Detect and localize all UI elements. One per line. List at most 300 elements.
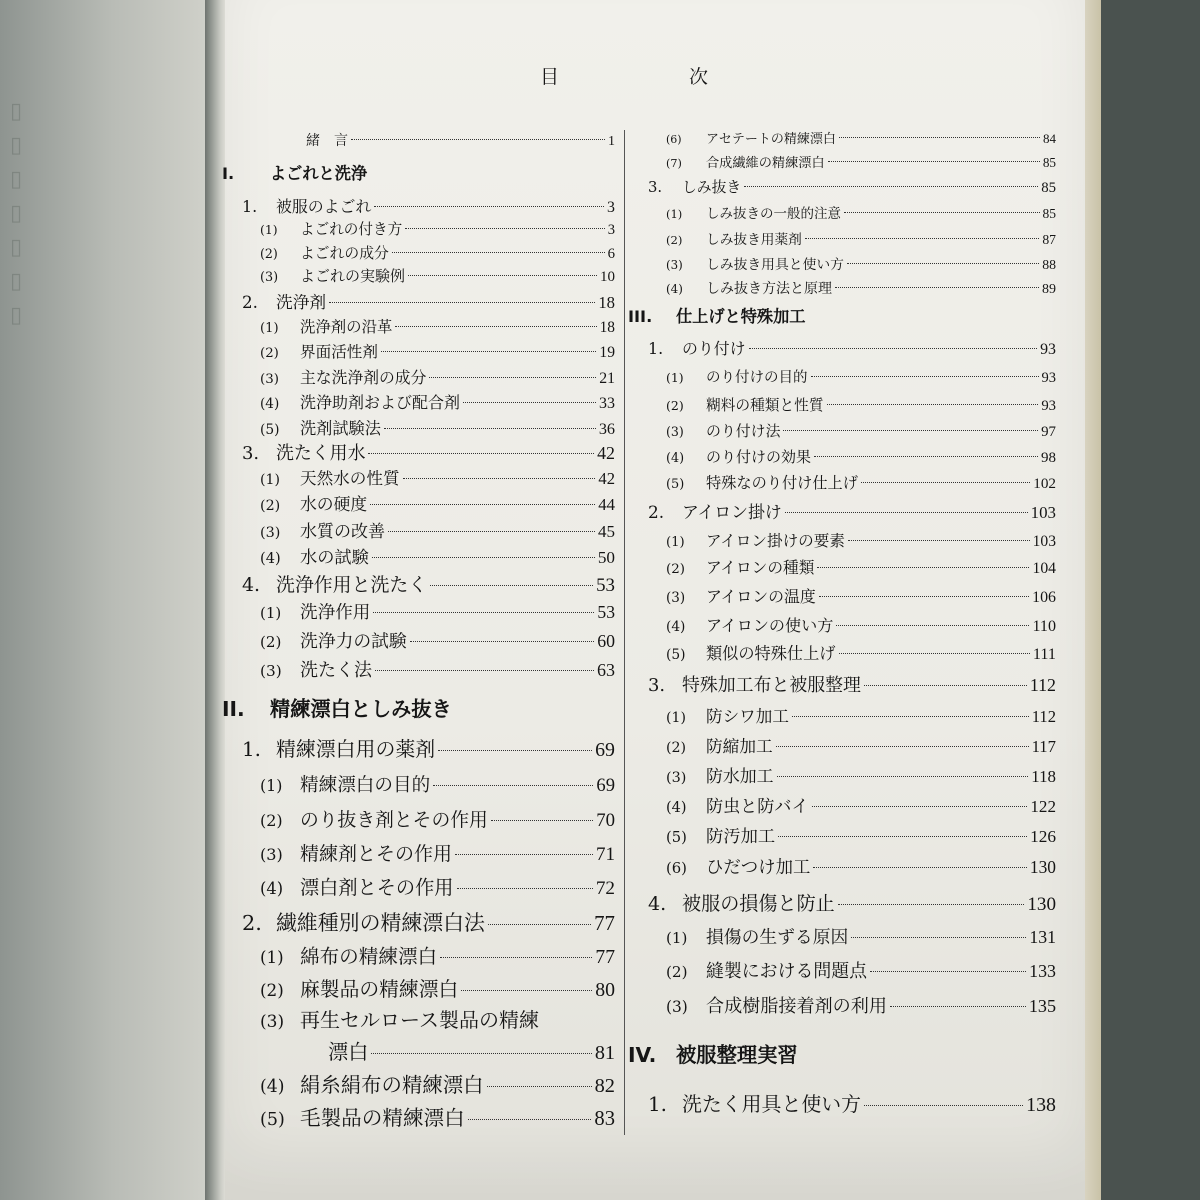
toc-label: 洗浄剤の沿革	[300, 318, 393, 336]
show-through-marks: ▯ ▯ ▯ ▯ ▯ ▯ ▯	[10, 99, 23, 328]
toc-label: 洗たく法	[300, 660, 372, 681]
toc-page-number: 10	[600, 269, 615, 285]
toc-label: 洗剤試験法	[300, 419, 381, 438]
leader-dots	[487, 1086, 592, 1087]
toc-page-number: 103	[1032, 533, 1056, 550]
toc-label: よごれと洗浄	[270, 164, 368, 183]
toc-label: 繊維種別の精練漂白法	[276, 911, 485, 935]
leader-dots	[373, 612, 594, 613]
toc-number: (1)	[260, 947, 284, 967]
toc-number: (2)	[260, 980, 284, 1000]
toc-page-number: 104	[1032, 560, 1056, 577]
toc-label: 防虫と防バイ	[706, 797, 809, 817]
toc-number: (1)	[260, 321, 279, 336]
leader-dots	[835, 287, 1039, 288]
toc-page-number: 77	[594, 911, 615, 935]
toc-item-row	[666, 822, 1056, 847]
toc-number: 1.	[242, 738, 261, 761]
toc-label: 精練漂白用の薬剤	[276, 738, 436, 761]
leader-dots	[839, 137, 1040, 138]
toc-label: 麻製品の精練漂白	[300, 978, 459, 1001]
toc-label: 水の硬度	[300, 494, 368, 514]
toc-page-number: 97	[1041, 424, 1056, 440]
toc-number: (4)	[260, 396, 280, 412]
toc-number: (4)	[666, 619, 686, 635]
leader-dots	[744, 186, 1038, 187]
toc-item-row	[666, 278, 1056, 298]
toc-label: 縫製における問題点	[706, 961, 868, 982]
leader-dots	[838, 904, 1025, 905]
toc-label: 洗浄作用	[300, 603, 371, 623]
toc-item-row	[260, 940, 615, 969]
leader-dots	[468, 1119, 592, 1120]
toc-label: 漂白	[328, 1040, 369, 1064]
toc-chapter-row	[628, 1039, 1056, 1068]
leader-dots	[351, 139, 605, 140]
toc-number: (3)	[260, 372, 279, 387]
toc-label: しみ抜き方法と原理	[706, 281, 832, 297]
toc-number: (2)	[666, 233, 683, 247]
toc-number: 1.	[242, 197, 258, 216]
toc-item-row	[260, 242, 615, 263]
toc-label: のり付け	[682, 339, 746, 358]
toc-number: (2)	[260, 498, 281, 514]
toc-item-row	[666, 253, 1056, 273]
toc-section-row	[648, 336, 1056, 359]
toc-page-number: 102	[1033, 475, 1056, 492]
leader-dots	[890, 1006, 1026, 1007]
toc-item-row	[666, 202, 1056, 222]
toc-number: IV.	[628, 1043, 657, 1067]
toc-page-number: 44	[598, 495, 615, 514]
leader-dots	[430, 585, 593, 586]
toc-item-row	[260, 218, 615, 239]
toc-label: 糊料の種類と性質	[706, 397, 824, 414]
leader-dots	[811, 376, 1039, 377]
leader-dots	[814, 456, 1038, 457]
leader-dots	[813, 867, 1027, 868]
toc-number: 1.	[648, 339, 664, 358]
toc-item-row	[260, 265, 615, 286]
toc-number: (3)	[260, 270, 279, 285]
toc-page-number: 50	[597, 548, 615, 567]
toc-number: (3)	[666, 998, 688, 1016]
toc-page-number: 103	[1030, 503, 1056, 522]
toc-number: (3)	[260, 525, 281, 541]
toc-page-number: 42	[597, 443, 615, 463]
leader-dots	[861, 482, 1030, 483]
toc-label: 防水加工	[706, 766, 774, 786]
toc-label: 精練漂白の目的	[300, 775, 431, 796]
toc-page-number: 93	[1040, 341, 1056, 358]
toc-number: (3)	[260, 1012, 285, 1032]
column-divider	[624, 130, 625, 1135]
toc-label: 防汚加工	[706, 827, 776, 847]
leader-dots	[374, 206, 604, 207]
toc-number: 4.	[648, 892, 667, 915]
toc-label: 洗たく用水	[276, 443, 366, 464]
leader-dots	[457, 888, 593, 889]
toc-item-row	[666, 792, 1056, 817]
toc-page-number: 69	[596, 775, 615, 796]
toc-number: 3.	[648, 179, 663, 196]
toc-item-row	[666, 612, 1056, 636]
toc-number: (5)	[666, 829, 687, 846]
toc-label: のり付け法	[706, 422, 781, 440]
toc-item-row	[260, 543, 615, 568]
toc-item-row	[666, 420, 1056, 441]
toc-item-row	[666, 556, 1056, 578]
toc-item-row	[666, 152, 1056, 171]
toc-item-row	[260, 517, 615, 542]
title-char-1: 目	[540, 66, 562, 88]
leader-dots	[408, 275, 597, 276]
toc-page-number: 63	[597, 660, 615, 680]
toc-section-row	[242, 289, 615, 313]
toc-number: (1)	[260, 776, 283, 795]
toc-item-row	[666, 853, 1056, 878]
toc-label: 被服整理実習	[676, 1043, 798, 1067]
leader-dots	[817, 567, 1029, 568]
toc-number: 2.	[242, 911, 262, 935]
toc-label: 洗たく用具と使い方	[682, 1093, 862, 1116]
toc-page-number: 1	[608, 134, 615, 149]
toc-section-row	[648, 176, 1056, 197]
toc-label: 精練漂白としみ抜き	[270, 697, 452, 721]
toc-section-row	[648, 1088, 1056, 1117]
leader-dots	[828, 161, 1040, 162]
toc-page-number: 18	[599, 319, 615, 336]
toc-page-number: 117	[1031, 737, 1056, 756]
toc-number: (3)	[666, 424, 684, 439]
toc-page-number: 18	[598, 293, 615, 312]
leader-dots	[372, 557, 595, 558]
toc-number: (2)	[666, 562, 685, 577]
toc-item-row	[260, 491, 615, 515]
toc-number: (7)	[666, 157, 682, 170]
toc-page-number: 83	[594, 1108, 615, 1130]
toc-number: (5)	[666, 477, 685, 492]
toc-number: (2)	[260, 246, 278, 261]
leader-dots	[839, 653, 1030, 654]
leader-dots	[461, 990, 592, 991]
toc-item-row	[666, 128, 1056, 147]
toc-label: アイロンの使い方	[706, 616, 834, 635]
toc-number: (3)	[260, 662, 282, 680]
toc-number: 2.	[242, 292, 258, 312]
toc-label: 損傷の生ずる原因	[706, 927, 849, 948]
toc-label: 天然水の性質	[300, 469, 400, 488]
toc-number: (4)	[666, 451, 685, 466]
toc-number: 4.	[242, 574, 261, 596]
leader-dots	[381, 351, 596, 352]
toc-item-row	[666, 763, 1056, 787]
toc-item-row	[260, 973, 615, 1002]
toc-page-number: 112	[1029, 675, 1056, 695]
toc-label: よごれの付き方	[300, 221, 403, 238]
title-char-2: 次	[688, 66, 710, 88]
toc-page-number: 138	[1026, 1094, 1056, 1116]
toc-item-row	[666, 733, 1056, 757]
toc-label: アイロン掛けの要素	[706, 532, 845, 550]
leader-dots	[488, 924, 591, 925]
toc-item-row	[260, 656, 615, 682]
toc-page-number: 33	[599, 395, 615, 412]
toc-label: よごれの成分	[300, 245, 389, 262]
toc-label: 仕上げと特殊加工	[676, 307, 806, 326]
toc-number: (1)	[260, 472, 280, 488]
leader-dots	[429, 377, 596, 378]
toc-label: 再生セルロース製品の精練	[300, 1008, 539, 1032]
leader-dots	[844, 212, 1040, 213]
toc-number: (2)	[666, 398, 684, 413]
toc-label: 洗浄力の試験	[300, 631, 407, 652]
toc-label: 精練剤とその作用	[300, 843, 453, 865]
toc-label: のり付けの効果	[706, 448, 812, 466]
leader-dots	[438, 750, 592, 751]
toc-number: (2)	[666, 963, 688, 981]
leader-dots	[395, 326, 596, 327]
toc-item-row	[666, 992, 1056, 1018]
toc-item-row	[260, 771, 615, 797]
toc-number: (4)	[666, 282, 683, 296]
toc-section-row	[648, 889, 1056, 916]
toc-page-number: 81	[594, 1042, 615, 1064]
toc-page-number: 130	[1029, 857, 1056, 877]
toc-number: (1)	[666, 535, 685, 550]
toc-page-number: 110	[1032, 618, 1056, 635]
toc-label: アイロン掛け	[682, 502, 782, 522]
toc-item-row	[666, 584, 1056, 607]
toc-page-number: 69	[595, 739, 615, 761]
leader-dots	[864, 685, 1027, 686]
toc-page-number: 126	[1030, 827, 1056, 846]
toc-item-row	[666, 228, 1056, 248]
toc-number: (3)	[666, 258, 683, 272]
toc-number: (5)	[666, 647, 686, 663]
toc-label: のり抜き剤とその作用	[300, 810, 488, 831]
leader-dots	[785, 512, 1028, 513]
toc-page-number: 84	[1043, 131, 1056, 146]
toc-page-number: 53	[597, 602, 615, 622]
toc-number: 3.	[648, 675, 666, 696]
toc-intro-row	[298, 130, 615, 150]
toc-page-number: 87	[1042, 232, 1056, 247]
toc-item-row	[260, 465, 615, 489]
toc-label: 特殊加工布と被服整理	[682, 675, 861, 696]
toc-page-number: 89	[1042, 282, 1056, 297]
toc-number: 2.	[648, 502, 665, 522]
leader-dots	[778, 836, 1027, 837]
page-stack-edge	[1085, 0, 1101, 1200]
leader-dots	[405, 228, 605, 229]
toc-item-row	[260, 315, 615, 337]
toc-page-number: 72	[595, 878, 615, 899]
leader-dots	[777, 776, 1029, 777]
leader-dots	[827, 404, 1039, 405]
toc-page-number: 82	[594, 1075, 615, 1097]
toc-label: アセテートの精練漂白	[706, 132, 836, 147]
toc-label: アイロンの温度	[706, 587, 816, 606]
toc-page-number: 85	[1042, 155, 1056, 170]
leader-dots	[392, 252, 605, 253]
toc-label: 被服の損傷と防止	[682, 892, 835, 915]
toc-number: III.	[628, 307, 653, 326]
toc-item-row	[666, 446, 1056, 467]
toc-item-row	[260, 1101, 615, 1131]
toc-number: (2)	[666, 740, 687, 756]
left-page-edge	[0, 0, 205, 1200]
toc-item-row	[666, 366, 1056, 387]
leader-dots	[433, 785, 593, 786]
toc-section-row	[648, 671, 1056, 697]
toc-number: (4)	[666, 800, 687, 816]
toc-page-number: 42	[598, 469, 615, 488]
toc-item-row	[260, 415, 615, 439]
toc-page-number: 111	[1032, 645, 1056, 663]
toc-page-number: 77	[595, 947, 615, 968]
toc-label: 洗浄作用と洗たく	[276, 574, 428, 596]
toc-label: 防縮加工	[706, 736, 773, 756]
page-title	[540, 62, 710, 89]
toc-label: 合成繊維の精練漂白	[706, 156, 825, 171]
toc-page-number: 133	[1029, 961, 1056, 981]
leader-dots	[368, 453, 594, 454]
leader-dots	[370, 504, 595, 505]
toc-item-row	[260, 873, 615, 900]
toc-label: 洗浄剤	[276, 292, 327, 312]
toc-chapter-row	[222, 693, 615, 722]
toc-page-number: 118	[1031, 767, 1056, 786]
toc-label: 緒 言	[306, 133, 348, 149]
leader-dots	[819, 596, 1029, 597]
toc-page-number: 36	[598, 420, 615, 438]
leader-dots	[749, 348, 1038, 349]
toc-page-number: 71	[596, 844, 615, 865]
toc-page-number: 93	[1041, 398, 1056, 414]
toc-page-number: 135	[1028, 996, 1056, 1016]
leader-dots	[371, 1053, 591, 1054]
leader-dots	[851, 937, 1026, 938]
toc-label: 絹糸絹布の精練漂白	[300, 1073, 484, 1097]
leader-dots	[329, 302, 595, 303]
toc-label: ひだつけ加工	[706, 858, 811, 878]
toc-number: (2)	[260, 811, 283, 830]
toc-section-row	[242, 733, 615, 762]
toc-label: 主な洗浄剤の成分	[300, 368, 427, 387]
toc-item-row	[260, 805, 615, 832]
toc-section-row	[242, 194, 615, 217]
leader-dots	[848, 540, 1030, 541]
leader-dots	[805, 238, 1039, 239]
toc-number: 1.	[648, 1093, 667, 1116]
toc-page-number: 85	[1042, 206, 1056, 221]
toc-number: II.	[222, 697, 245, 721]
toc-label: 防シワ加工	[706, 707, 789, 726]
toc-item-row	[666, 394, 1056, 415]
toc-page-number: 6	[607, 246, 615, 262]
toc-label: よごれの実験例	[300, 267, 406, 285]
leader-dots	[792, 716, 1029, 717]
toc-label: 類似の特殊仕上げ	[706, 644, 836, 663]
toc-page-number: 60	[597, 631, 615, 651]
toc-label: しみ抜き用薬剤	[706, 232, 802, 248]
toc-label: 合成樹脂接着剤の利用	[706, 996, 887, 1017]
leader-dots	[375, 670, 594, 671]
toc-page-number: 88	[1042, 257, 1056, 272]
leader-dots	[870, 971, 1026, 972]
toc-number: (3)	[260, 845, 283, 864]
toc-number: (3)	[666, 770, 687, 786]
toc-number: (3)	[666, 590, 686, 606]
toc-section-row	[242, 570, 615, 597]
toc-number: (5)	[260, 422, 280, 438]
toc-label: 界面活性剤	[300, 343, 378, 361]
leader-dots	[776, 746, 1029, 747]
leader-dots	[812, 806, 1028, 807]
toc-item-row	[260, 599, 615, 624]
toc-item-row	[666, 640, 1056, 664]
toc-number: (4)	[260, 879, 284, 898]
toc-label: しみ抜きの一般的注意	[706, 206, 841, 222]
leader-dots	[836, 625, 1029, 626]
toc-item-row	[260, 1004, 615, 1033]
toc-number: (4)	[260, 550, 281, 567]
toc-label: 漂白剤とその作用	[300, 876, 454, 899]
toc-item-row	[260, 390, 615, 413]
toc-number: (6)	[666, 133, 682, 146]
toc-label: 綿布の精練漂白	[300, 945, 438, 968]
toc-label: しみ抜き	[682, 179, 742, 196]
leader-dots	[388, 531, 595, 532]
toc-label: のり付けの目的	[706, 370, 808, 386]
toc-page-number: 106	[1032, 589, 1056, 606]
toc-label: 洗浄助剤および配合剤	[300, 393, 461, 412]
toc-label: 水の試験	[300, 548, 369, 568]
toc-number: (2)	[260, 346, 279, 361]
toc-number: 3.	[242, 443, 260, 464]
toc-page-number: 112	[1031, 707, 1056, 726]
toc-section-row	[648, 499, 1056, 523]
leader-dots	[864, 1105, 1023, 1106]
toc-page-number: 45	[598, 522, 615, 541]
toc-label: 特殊なのり付け仕上げ	[706, 474, 858, 492]
toc-number: (1)	[666, 929, 688, 947]
toc-page-number: 19	[599, 344, 615, 361]
toc-label: しみ抜き用具と使い方	[706, 257, 844, 273]
leader-dots	[384, 428, 596, 429]
leader-dots	[410, 641, 595, 642]
toc-page-number: 85	[1041, 180, 1056, 196]
leader-dots	[491, 820, 593, 821]
toc-item-row	[260, 628, 615, 653]
toc-label: 被服のよごれ	[276, 197, 372, 216]
leader-dots	[403, 478, 596, 479]
toc-page-number: 130	[1027, 894, 1056, 915]
toc-number: (6)	[666, 860, 687, 877]
toc-number: (1)	[666, 370, 684, 385]
leader-dots	[455, 854, 593, 855]
toc-cont-row	[320, 1036, 615, 1065]
toc-page-number: 131	[1029, 927, 1056, 947]
toc-section-row	[242, 439, 615, 465]
toc-item-row	[666, 472, 1056, 493]
toc-number: (1)	[666, 710, 686, 726]
toc-item-row	[666, 703, 1056, 727]
toc-number: (5)	[260, 1110, 285, 1130]
toc-label: アイロンの種類	[706, 558, 815, 577]
toc-item-row	[666, 957, 1056, 983]
